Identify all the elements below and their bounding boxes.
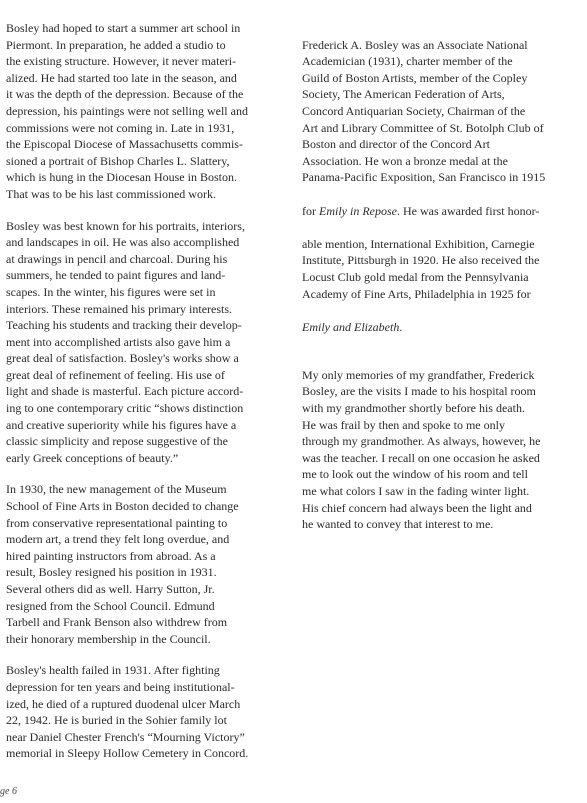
- page-number: ge 6: [0, 786, 17, 797]
- title-emily-in-repose: Emily in Repose: [319, 203, 397, 218]
- text-line: ment into accomplished artists also gave him a: [6, 334, 231, 349]
- text-line: memorial in Sleepy Hollow Cemetery in Concord.: [6, 746, 249, 761]
- text-line: Several others did as well. Harry Sutton, Jr.: [6, 582, 215, 596]
- text-line: Institute, Pittsburgh in 1920. He also received the: [302, 253, 540, 268]
- text-line: at drawings in pencil and charcoal. During his: [6, 251, 228, 266]
- right-column: [302, 20, 580, 548]
- text-line: Academy of Fine Arts, Philadelphia in 1925 for: [302, 286, 531, 301]
- paragraph-known-for: [6, 218, 278, 467]
- text-line: me to look out the window of his room and tell: [302, 467, 528, 482]
- paragraph-memories: [302, 367, 580, 533]
- text-line: Bosley had hoped to start a summer art school in: [6, 21, 241, 35]
- text-line: and creative superiority while his figures have a: [6, 417, 237, 432]
- text-line: 22, 1942. He is buried in the Sohier family lot: [6, 713, 227, 728]
- text-line: it was the depth of the depression. Because of the: [6, 87, 244, 102]
- text-line: great deal of satisfaction. Bosley's works show a: [6, 351, 239, 366]
- text-line: Bosley, are the visits I made to his hospital room: [302, 384, 536, 399]
- text-line: light and shade is masterful. Each picture accord-: [6, 384, 244, 399]
- text-line: through my grandmother. As always, however, he: [302, 434, 541, 449]
- text-line: with my grandmother shortly before his death.: [302, 401, 525, 416]
- text-line: depression, his paintings were not selling well and: [6, 103, 248, 118]
- paragraph-museum-school: [6, 481, 278, 647]
- text-line: Guild of Boston Artists, member of the Copley: [302, 70, 528, 85]
- text-line: result, Bosley resigned his position in 1931.: [6, 565, 217, 580]
- text-line: modern art, a trend they felt long overdue, and: [6, 532, 230, 547]
- text-line: which is hung in the Diocesan House in Boston.: [6, 170, 237, 185]
- left-column: [6, 20, 278, 777]
- text-line: Boston and director of the Concord Art: [302, 137, 490, 152]
- text-line: the existing structure. However, it never materi-: [6, 54, 237, 69]
- text-line: commissions were not coming in. Late in 1931,: [6, 120, 235, 135]
- text-line: scapes. In the winter, his figures were set in: [6, 284, 216, 299]
- memberships-lines-a: [302, 37, 580, 186]
- text-line: summers, he tended to paint figures and land-: [6, 268, 226, 283]
- text-line: Bosley's health failed in 1931. After fighting: [6, 663, 220, 678]
- text-line: He was frail by then and spoke to me only: [302, 417, 505, 432]
- text-line: Association. He won a bronze medal at the: [302, 153, 508, 168]
- paragraph-summer-art-school: [6, 20, 278, 203]
- text-line: he wanted to convey that interest to me.: [302, 517, 494, 532]
- text-line: near Daniel Chester French's “Mourning Victory”: [6, 729, 245, 744]
- paragraph-memberships: [302, 20, 580, 352]
- text-line: Art and Library Committee of St. Botolph Club of: [302, 120, 544, 135]
- text-line: sioned a portrait of Bishop Charles L. Slattery,: [6, 153, 230, 168]
- text-line: That was to be his last commissioned work.: [6, 186, 216, 201]
- text-line: Concord Antiquarian Society, Chairman of the: [302, 103, 526, 118]
- memberships-line-emily-and-elizabeth: [302, 319, 580, 336]
- text-line: me what colors I saw in the fading winter light.: [302, 484, 530, 499]
- text-line: from conservative representational painting to: [6, 515, 228, 530]
- text-line: classic simplicity and repose suggestive of the: [6, 434, 228, 449]
- text-line: Frederick A. Bosley was an Associate National: [302, 37, 528, 52]
- text-line: His chief concern had always been the light and: [302, 500, 532, 515]
- text-line: the Episcopal Diocese of Massachusetts commis-: [6, 137, 243, 152]
- text-line: My only memories of my grandfather, Frederick: [302, 367, 535, 382]
- text-line: School of Fine Arts in Boston decided to change: [6, 499, 239, 514]
- text-line: Locust Club gold medal from the Pennsylvania: [302, 269, 529, 284]
- text-line: ized, he died of a ruptured duodenal ulcer March: [6, 696, 241, 711]
- text-line: depression for ten years and being institutional-: [6, 679, 235, 694]
- text-line: early Greek conceptions of beauty.”: [6, 450, 179, 465]
- for-word: for: [302, 203, 319, 218]
- text-line: Bosley was best known for his portraits, interiors,: [6, 218, 245, 233]
- text-line: great deal of refinement of feeling. His use of: [6, 367, 225, 382]
- text-line: resigned from the School Council. Edmund: [6, 598, 215, 613]
- text-line: Piermont. In preparation, he added a studio to: [6, 37, 226, 52]
- text-line: was the teacher. I recall on one occasion he asked: [302, 450, 540, 465]
- text-line: their honorary membership in the Council.: [6, 631, 211, 646]
- memberships-lines-b: [302, 236, 580, 302]
- text-line: Tarbell and Frank Benson also withdrew from: [6, 615, 228, 630]
- text-line: and landscapes in oil. He was also accomplished: [6, 235, 240, 250]
- text-line: Teaching his students and tracking their develop-: [6, 318, 242, 333]
- after-title-2: .: [399, 319, 403, 334]
- text-line: Panama-Pacific Exposition, San Francisco in 1915: [302, 170, 546, 185]
- text-line: able mention, International Exhibition, Carnegie: [302, 236, 535, 251]
- text-line: ing to one contemporary critic “shows distinction: [6, 401, 244, 416]
- paragraph-health: [6, 662, 278, 762]
- text-line: alized. He had started too late in the season, and: [6, 70, 237, 85]
- after-title-1: . He was awarded first honor-: [396, 203, 540, 218]
- text-line: interiors. These remained his primary interests.: [6, 301, 233, 316]
- text-line: Academician (1931), charter member of the: [302, 54, 513, 69]
- text-line: In 1930, the new management of the Museum: [6, 482, 227, 497]
- text-line: hired painting instructors from abroad. As a: [6, 548, 216, 563]
- text-line: Society, The American Federation of Arts,: [302, 87, 505, 102]
- memberships-line-emily-in-repose: [302, 203, 580, 220]
- title-emily-and-elizabeth: Emily and Elizabeth: [302, 319, 400, 334]
